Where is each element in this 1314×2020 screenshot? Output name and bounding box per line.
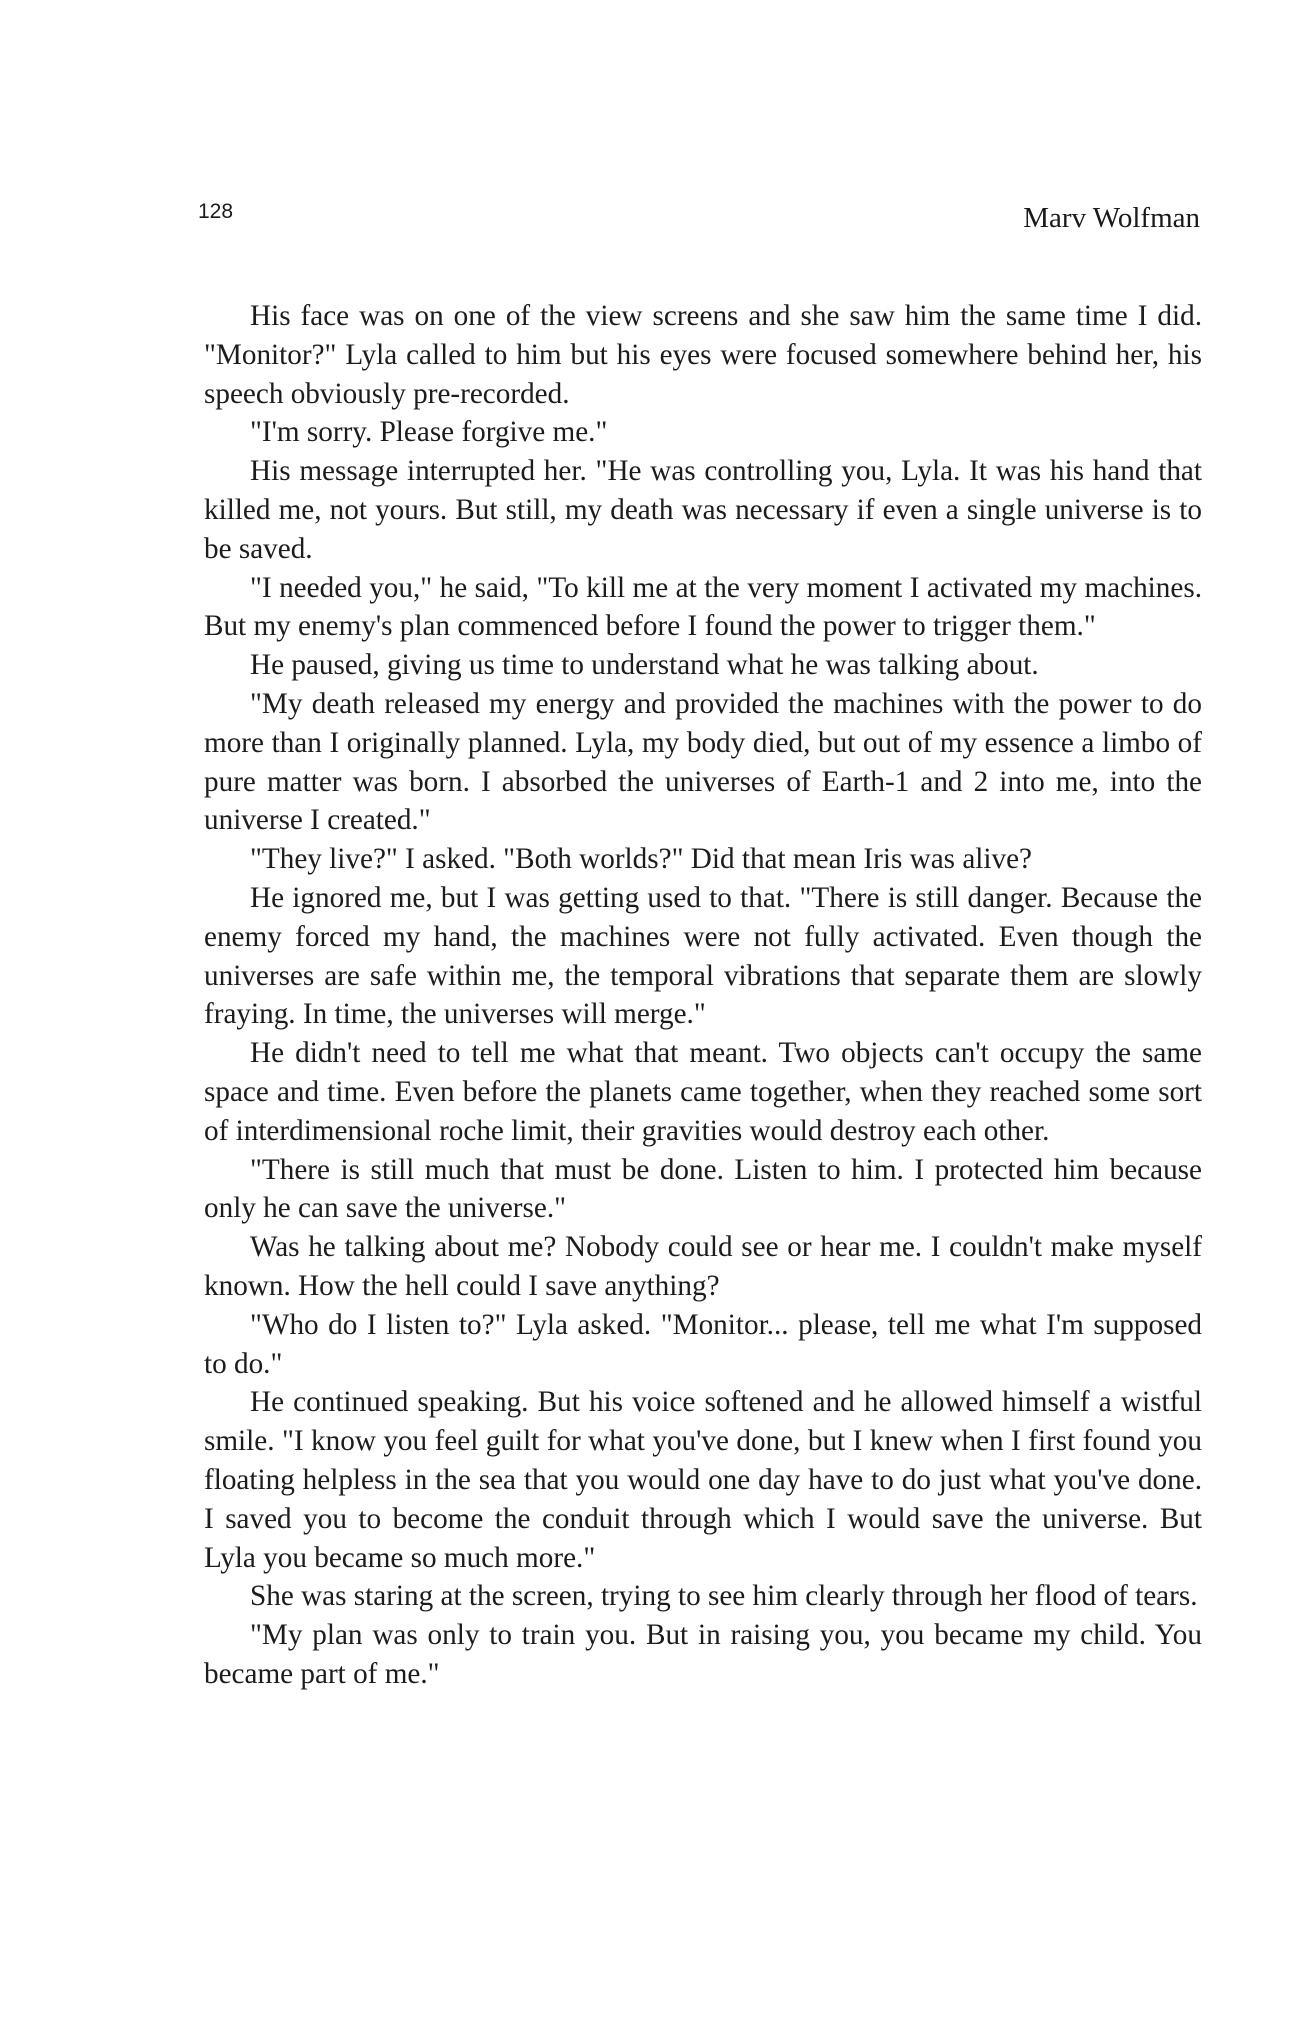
paragraph: He continued speaking. But his voice softened and he allowed himself a wistful smile. "I know you feel guilt for what you've done, but I knew when I first found you floating helpless in the sea that you would one day have to do just what you've done. I saved you to become the conduit through which I would save the universe. But Lyla you became so much more." <box>204 1386 1202 1574</box>
paragraph: He didn't need to tell me what that meant. Two objects can't occupy the same space and time. Even before the planets came together, when they reached some sort of interdimensional roche limit, their gravities would destroy each other. <box>204 1037 1202 1147</box>
paragraph: He paused, giving us time to understand what he was talking about. <box>250 649 1039 682</box>
paragraph: Was he talking about me? Nobody could see or hear me. I couldn't make myself known. How the hell could I save anything? <box>204 1231 1202 1302</box>
paragraph: "My death released my energy and provided the machines with the power to do more than I originally planned. Lyla, my body died, but out of my essence a limbo of pure matter was born. I absorbed the universes of Earth-1 and 2 into me, into the universe I created." <box>204 687 1202 837</box>
paragraph: "My plan was only to train you. But in raising you, you became my child. You became part of me." <box>204 1619 1202 1690</box>
body-text <box>204 297 1202 1694</box>
paragraph: "There is still much that must be done. Listen to him. I protected him because only he can save the universe." <box>204 1153 1202 1225</box>
page-header <box>198 200 1200 234</box>
paragraph: He ignored me, but I was getting used to that. "There is still danger. Because the enemy forced my hand, the machines were not fully activated. Even though the universes are safe within me, the temporal vibrations that separate them are slowly fraying. In time, the universes will merge." <box>204 881 1202 1031</box>
paragraph: "They live?" I asked. "Both worlds?" Did that mean Iris was alive? <box>250 843 1032 876</box>
paragraph: His face was on one of the view screens and she saw him the same time I did. "Monitor?" Lyla called to him but his eyes were focused somewhere behind her, his speech obviously pre-recorded. <box>204 300 1202 410</box>
paragraph: "Who do I listen to?" Lyla asked. "Monitor... please, tell me what I'm supposed to do." <box>204 1308 1202 1380</box>
paragraph: "I needed you," he said, "To kill me at the very moment I activated my machines. But my enemy's plan commenced before I found the power to trigger them." <box>204 571 1202 643</box>
paragraph: His message interrupted her. "He was controlling you, Lyla. It was his hand that killed me, not yours. But still, my death was necessary if even a single universe is to be saved. <box>204 455 1202 565</box>
page-number: 128 <box>198 200 234 223</box>
paragraph: She was staring at the screen, trying to see him clearly through her flood of tears. <box>250 1580 1198 1613</box>
paragraph: "I'm sorry. Please forgive me." <box>250 416 608 449</box>
running-head-author: Marv Wolfman <box>1023 202 1200 234</box>
